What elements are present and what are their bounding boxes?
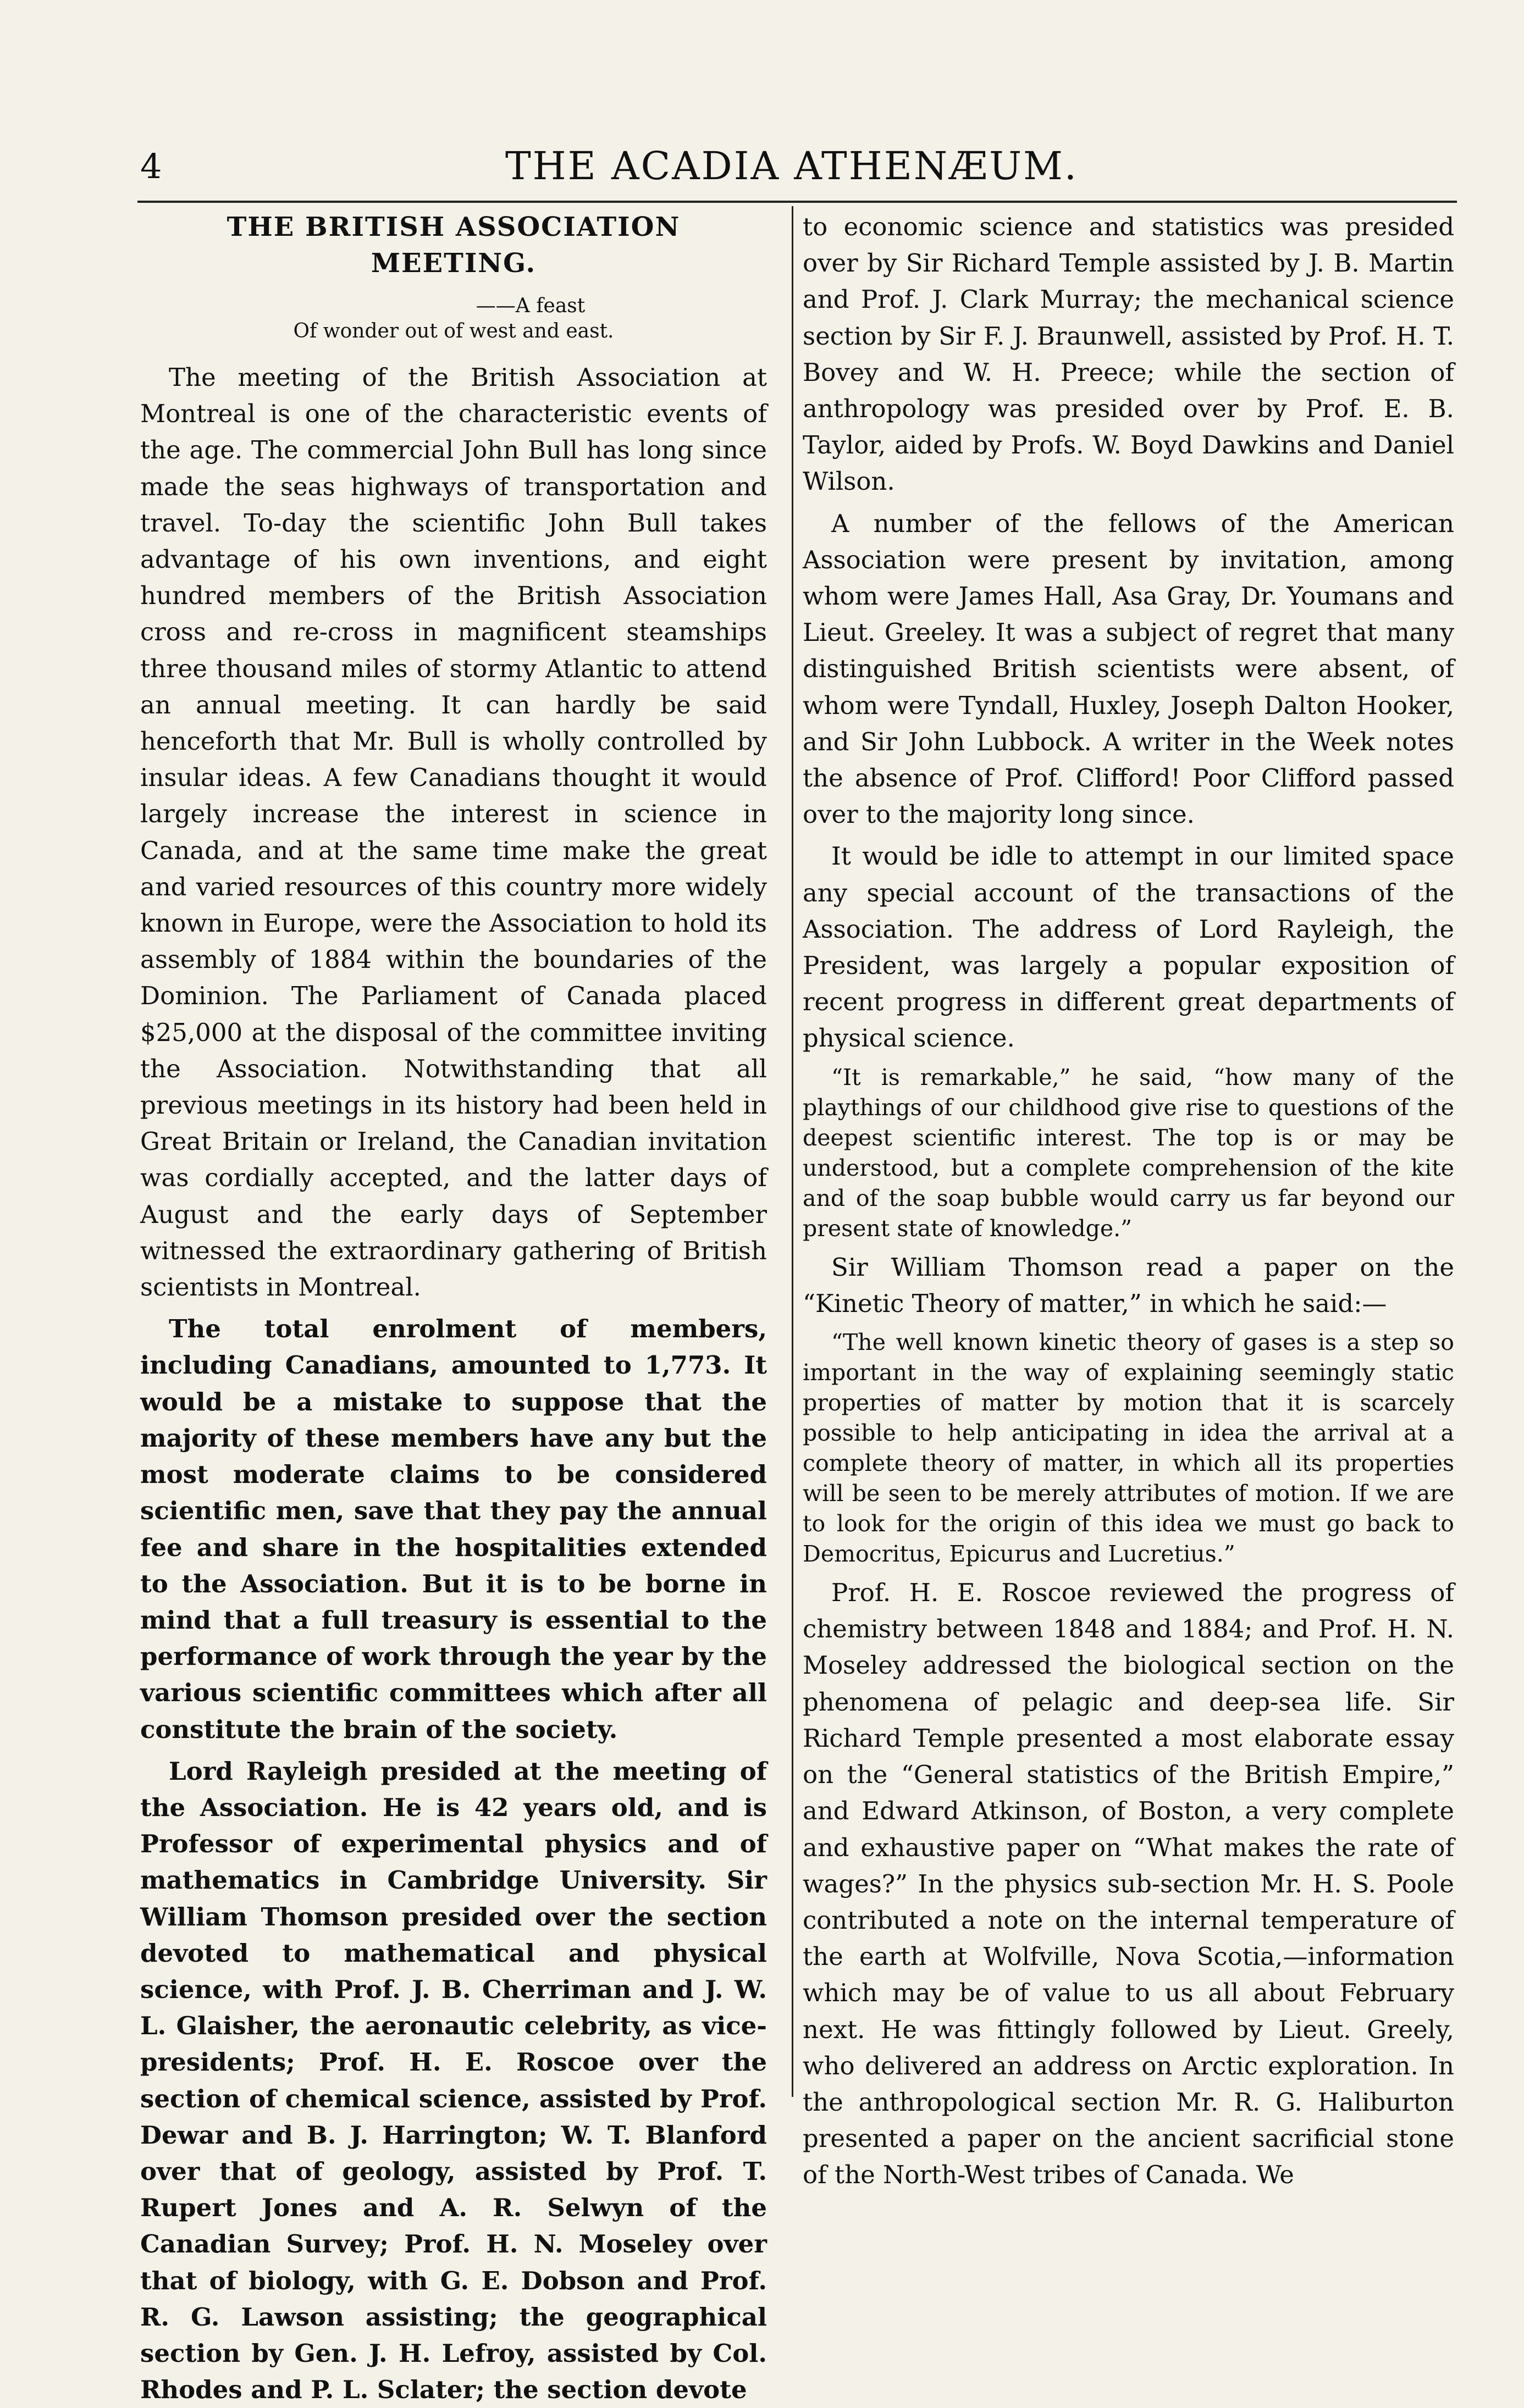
page-header	[126, 137, 1457, 198]
epigraph-line-2: Of wonder out of west and east.	[293, 320, 614, 342]
article-title: THE BRITISH ASSOCIATION MEETING.	[227, 212, 681, 279]
header-rule	[137, 201, 1457, 203]
paragraph-left-2: The total enrolment of members, including Canadians, amounted to 1,773. It would be a mistake to suppose that the majority of these members have any but the most moderate claims to be considered scientific men, save that they pay the annual fee and share in the hospitalities extended to the Association. But it is to be borne in mind that a full treasury is essential to the performance of work through the year by the various scientific committees which after all constitute the brain of the society.	[140, 1314, 767, 1744]
page-number: 4	[140, 146, 162, 186]
column-divider	[792, 206, 793, 2097]
paragraph-right-5: Sir William Thomson read a paper on the “Kinetic Theory of matter,” in which he said:—	[803, 1252, 1454, 1318]
paragraph-left-1: The meeting of the British Association at Montreal is one of the characteristic events of the age. The commercial John Bull has long since made the seas highways of transportation and travel. To-day the scientific John Bull takes advantage of his own inventions, and eight hundred members of the British Association cross and re-cross in magnificent steamships three thousand miles of stormy Atlantic to attend an annual meeting. It can hardly be said henceforth that Mr. Bull is wholly controlled by insular ideas. A few Canadians thought it would largely increase the interest in science in Canada, and at the same time make the great and varied resources of this country more widely known in Europe, were the Association to hold its assembly of 1884 within the boundaries of the Dominion. The Parliament of Canada placed $25,000 at the disposal of the committee inviting the Association. Notwithstanding that all previous meetings in its history had been held in Great Britain or Ireland, the Canadian invitation was cordially accepted, and the latter days of August and the early days of September witnessed the extraordinary gathering of British scientists in Montreal.	[140, 363, 767, 1302]
paragraph-right-3: It would be idle to attempt in our limited space any special account of the transactions of the Association. The address of Lord Rayleigh, the President, was largely a popular exposition of recent progress in different great departments of physical science.	[803, 842, 1454, 1053]
right-column	[803, 209, 1454, 2194]
paragraph-right-2: A number of the fellows of the American Association were present by invitation, among whom were James Hall, Asa Gray, Dr. Youmans and Lieut. Greeley. It was a subject of regret that many distinguished British scientists were absent, of whom were Tyndall, Huxley, Joseph Dalton Hooker, and Sir John Lubbock. A writer in the Week notes the absence of Prof. Clifford! Poor Clifford passed over to the majority long since.	[803, 508, 1454, 829]
quote-rayleigh: “It is remarkable,” he said, “how many of the playthings of our childhood give rise to questions of the deepest scientific interest. The top is or may be understood, but a complete comprehension of the kite and of the soap bubble would carry us far beyond our present state of knowledge.”	[803, 1064, 1454, 1242]
paragraph-right-7: Prof. H. E. Roscoe reviewed the progress of chemistry between 1848 and 1884; and Prof. H. N. Moseley addressed the biological section on the phenomena of pelagic and deep-sea life. Sir Richard Temple presented a most elaborate essay on the “General statistics of the British Empire,” and Edward Atkinson, of Boston, a very complete and exhaustive paper on “What makes the rate of wages?” In the physics sub-section Mr. H. S. Poole contributed a note on the internal temperature of the earth at Wolfville, Nova Scotia,—information which may be of value to us all about February next. He was fittingly followed by Lieut. Greely, who delivered an address on Arctic exploration. In the anthropological section Mr. R. G. Haliburton presented a paper on the ancient sacrificial stone of the North-West tribes of Canada. We	[803, 1578, 1454, 2190]
quote-thomson: “The well known kinetic theory of gases is a step so important in the way of explaining seemingly static properties of matter by motion that it is scarcely possible to help anticipating in idea the arrival at a complete theory of matter, in which all its properties will be seen to be merely attributes of motion. If we are to look for the origin of this idea we must go back to Democritus, Epicurus and Lucretius.”	[803, 1329, 1454, 1568]
epigraph	[140, 294, 767, 344]
paragraph-right-1: to economic science and statistics was presided over by Sir Richard Temple assisted by J. B. Martin and Prof. J. Clark Murray; the mechanical science section by Sir F. J. Braunwell, assisted by Prof. H. T. Bovey and W. H. Preece; while the section of anthropology was presided over by Prof. E. B. Taylor, aided by Profs. W. Boyd Dawkins and Daniel Wilson.	[803, 212, 1454, 496]
paragraph-left-3: Lord Rayleigh presided at the meeting of the Association. He is 42 years old, and is Professor of experimental physics and of mathematics in Cambridge University. Sir William Thomson presided over the section devoted to mathematical and physical science, with Prof. J. B. Cherriman and J. W. L. Glaisher, the aeronautic celebrity, as vice-presidents; Prof. H. E. Roscoe over the section of chemical science, assisted by Prof. Dewar and B. J. Harrington; W. T. Blanford over that of geology, assisted by Prof. T. Rupert Jones and A. R. Selwyn of the Canadian Survey; Prof. H. N. Moseley over that of biology, with G. E. Dobson and Prof. R. G. Lawson assisting; the geographical section by Gen. J. H. Lefroy, assisted by Col. Rhodes and P. L. Sclater; the section devote	[140, 1756, 767, 2405]
epigraph-line-1: ——A feast	[476, 295, 586, 317]
left-column	[140, 209, 767, 2408]
journal-title: THE ACADIA ATHENÆUM.	[505, 143, 1079, 189]
